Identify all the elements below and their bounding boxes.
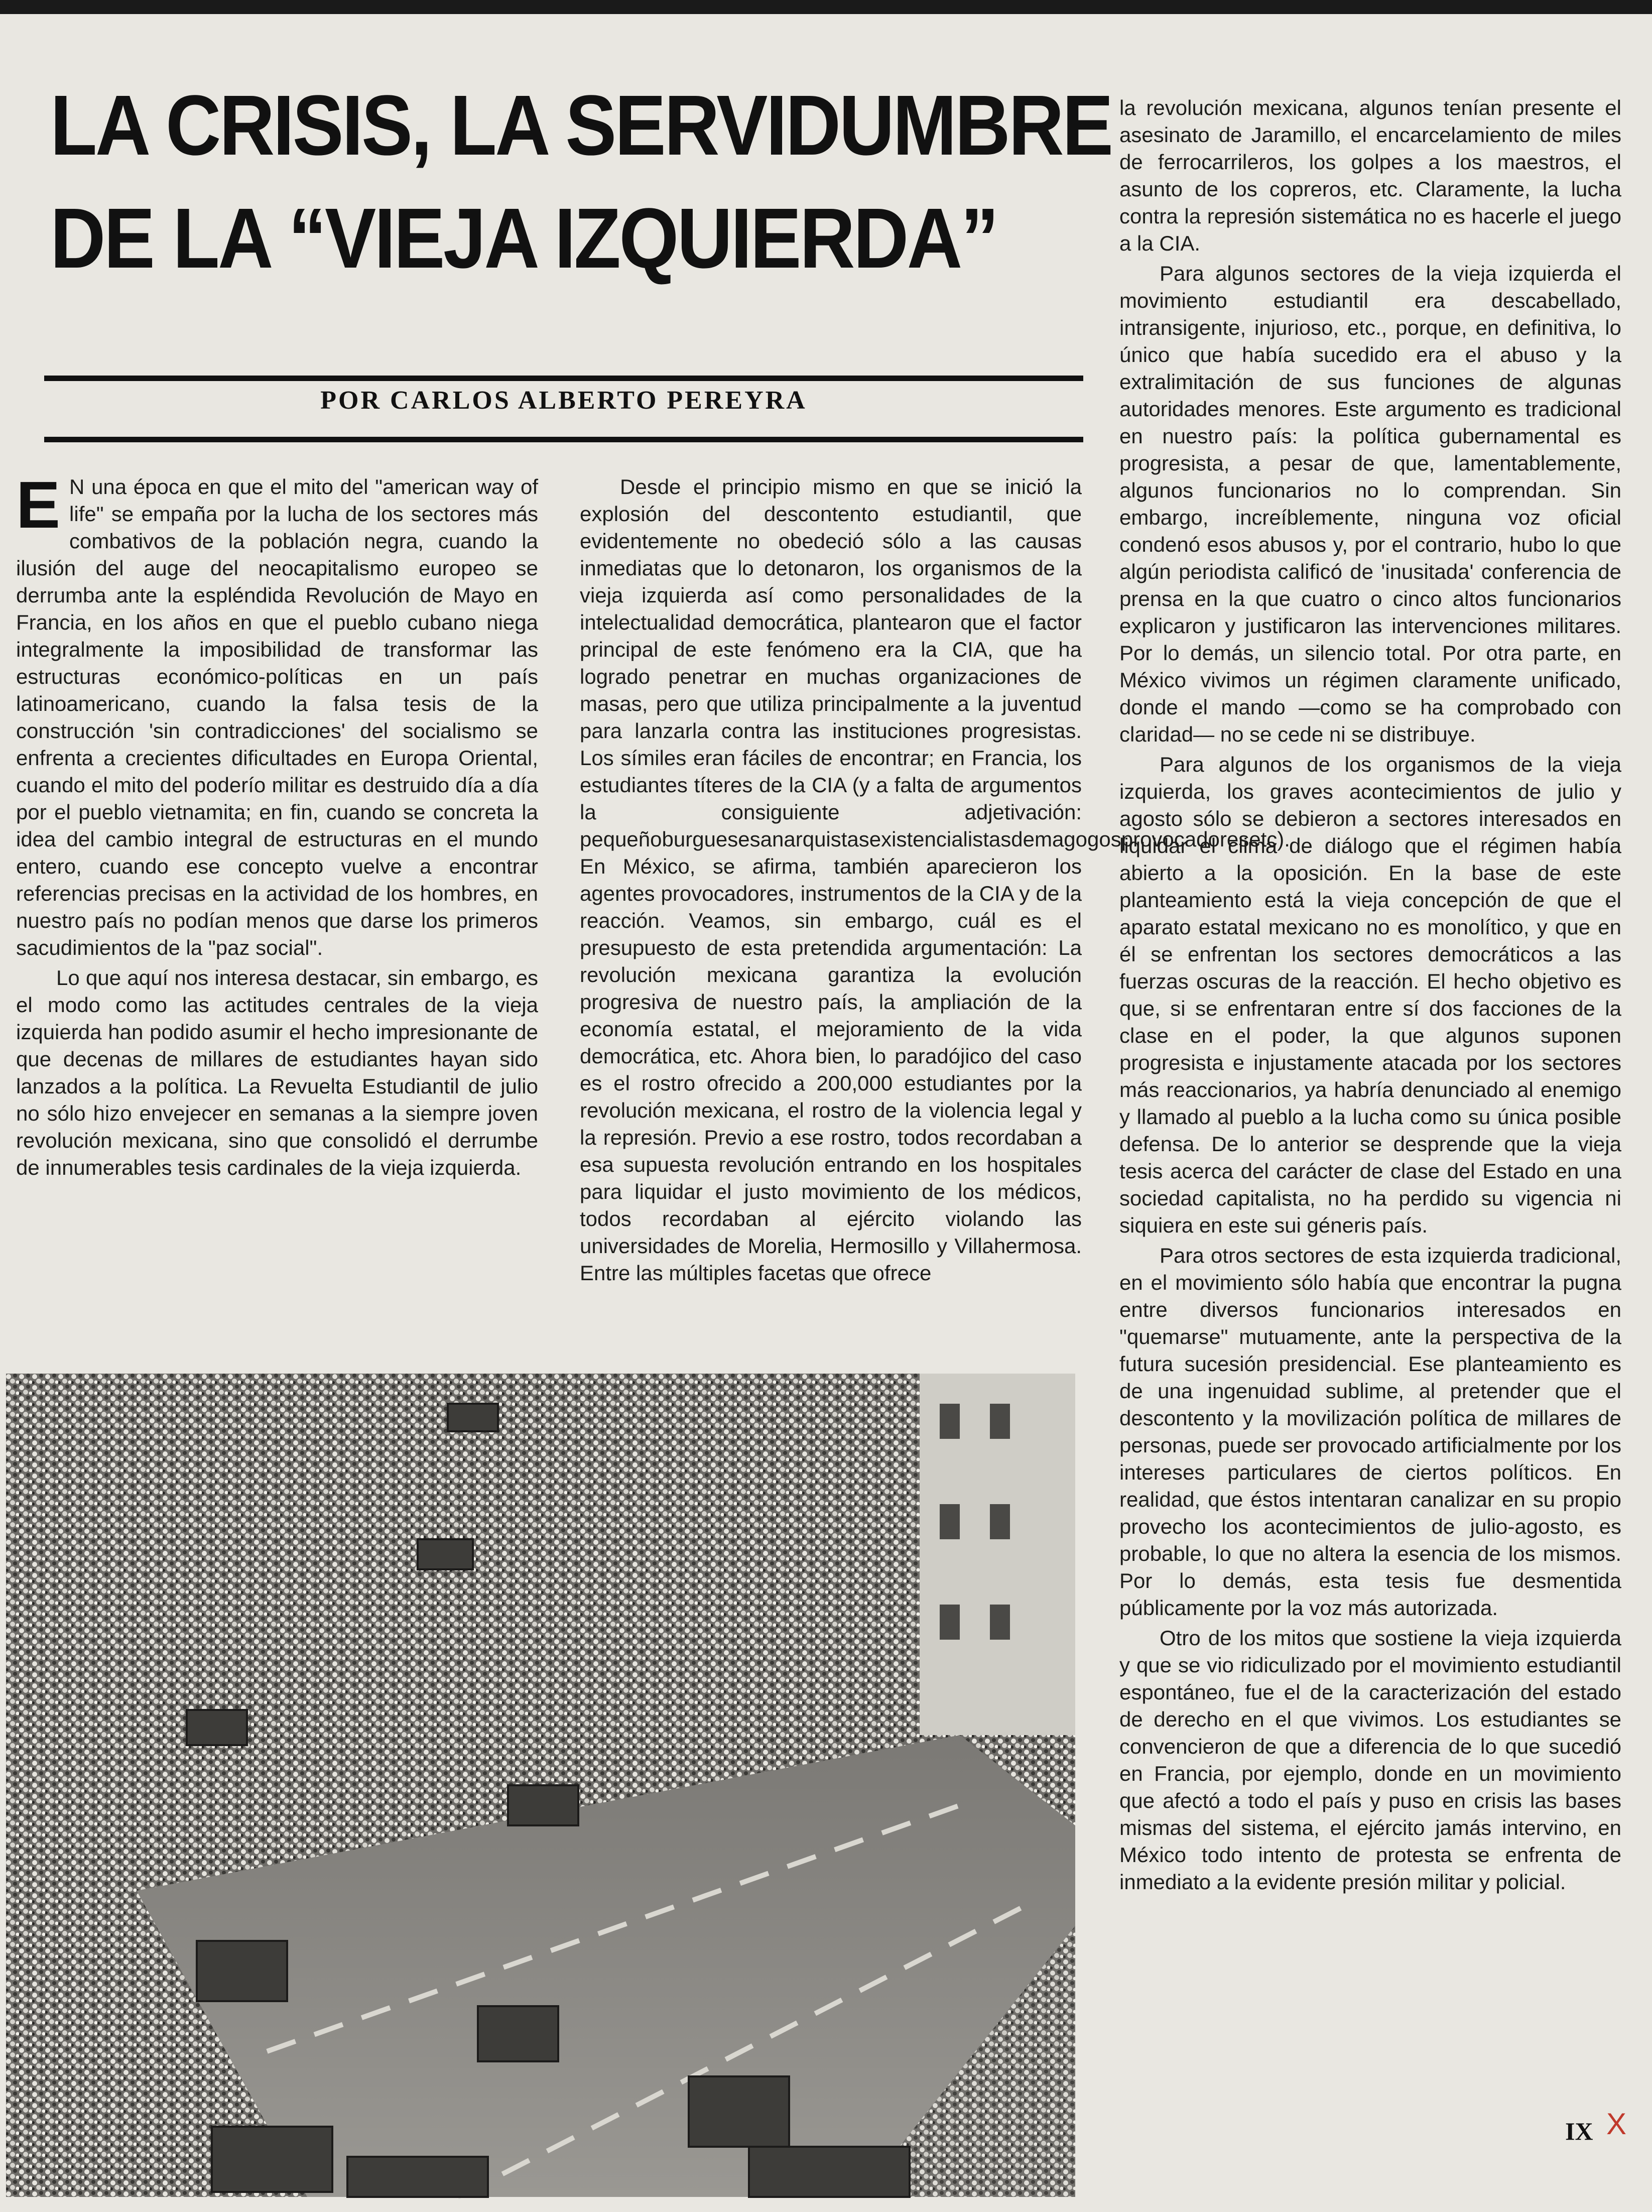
rule-below-byline — [44, 437, 1083, 442]
text-column-1 — [16, 468, 538, 1337]
paragraph-text: N una época en que el mito del "american way of life" se empaña por la lucha de los sectores más combativos de la población negra, cuando la ilusión del auge del neocapitalismo europeo se derrumba ante la espléndida Revolución de Mayo en Francia, en los años en que el pueblo cubano niega integralmente la imposibilidad de transformar las estructuras económico-políticas en un país latinoamericano, cuando la falsa tesis de la construcción 'sin contradicciones' del socialismo se enfrenta a crecientes dificultades en Europa Oriental, cuando el mito del poderío militar es destruido día a día por el pueblo vietnamita; en fin, cuando se concreta la idea del cambio integral de estructuras en el mundo entero, cuando ese concepto vuelve a encontrar referencias precisas en la actividad de los hombres, en nuestro país no podían menos que darse los primeros sacudimientos de la "paz social". — [16, 475, 538, 959]
text-column-3 — [1119, 94, 1621, 2133]
paragraph: Lo que aquí nos interesa destacar, sin embargo, es el modo como las actitudes centrales de la vieja izquierda han podido asumir el hecho impresionante de que decenas de millares de estudiantes hayan sido lanzados a la política. La Revuelta Estudiantil de julio no sólo hizo envejecer en semanas a la siempre joven revolución mexicana, sino que consolidó el derrumbe de innumerables tesis cardinales de la vieja izquierda. — [16, 966, 538, 1179]
paragraph: Otro de los mitos que sostiene la vieja izquierda y que se vio ridiculizado por el movimiento estudiantil espontáneo, fue el de la caracterización del estado de derecho en el que vivimos. Los estudiantes se convencieron de que a diferencia de lo que sucedió en Francia, por ejemplo, donde en un movimiento que afectó a todo el país y puso en crisis las bases mismas del sistema, el ejército jamás intervino, en México todo intento de protesta se enfrenta de inmediato a la evidente presión militar y policial. — [1119, 1626, 1621, 1894]
paragraph: Para algunos sectores de la vieja izquierda el movimiento estudiantil era descabellado, intransigente, injurioso, etc., porque, en definitiva, lo único que había sucedido era el abuso y la extralimitación de sus funciones de algunas autoridades menores. Este argumento es tradicional en nuestro país: la política gubernamental es progresista, a pesar de que, lamentablemente, algunos funcionarios no lo comprendan. Sin embargo, increíblemente, ninguna voz oficial condenó esos abusos y, por el contrario, hubo lo que algún periodista calificó de 'inusitada' conferencia de prensa en la que cuatro o cinco altos funcionarios explicaron y justificaron las intervenciones militares. Por lo demás, un silencio total. Por otra parte, en México vivimos un régimen claramente unificado, donde el mando —como se ha comprobado con claridad— no se cede ni se distribuye. — [1119, 262, 1621, 746]
paragraph: Desde el principio mismo en que se inició la explosión del descontento estudiantil, que evidentemente no obedeció sólo a las causas inmediatas que lo detonaron, los organismos de la vieja izquierda así como personalidades de la intelectualidad democrática, plantearon que el factor principal de este fenómeno era la CIA, que ha logrado penetrar en muchas organizaciones de masas, pero que utiliza principalmente a la juventud para lanzarla contra las instituciones progresistas. Los símiles eran fáciles de encontrar; en Francia, los estudiantes títeres de la CIA (y a falta de argumentos la consiguiente adjetivación: pequeñoburguesesanarquistasexistencialistasdemagogosprovocadoresetc). En México, se afirma, también aparecieron los agentes provocadores, instrumentos de la CIA y de la reacción. Veamos, sin embargo, cuál es el presupuesto de esta pretendida argumentación: La revolución mexicana garantiza la evolución progresiva de nuestro país, la ampliación de la economía estatal, el mejoramiento de la vida democrática, etc. Ahora bien, lo paradójico del caso es el rostro ofrecido a 200,000 estudiantes por la revolución mexicana, el rostro de la violencia legal y la represión. Previo a ese rostro, todos recordaban a esa supuesta revolución entrando en los hospitales para liquidar el justo movimiento de los médicos, todos recordaban al ejército violando las universidades de Morelia, Hermosillo y Villahermosa. Entre las múltiples facetas que ofrece — [580, 475, 1290, 1285]
byline: POR CARLOS ALBERTO PEREYRA — [320, 386, 807, 415]
magazine-page — [0, 14, 1652, 2212]
article-title — [50, 69, 1112, 295]
paragraph: Para algunos de los organismos de la vieja izquierda, los graves acontecimientos de julio y agosto sólo se debieron a sectores interesados en liquidar el clima de diálogo que el régimen había abierto a la oposición. En la base de este planteamiento está la vieja concepción de que el aparato estatal mexicano no es monolítico, y que en él se enfrentan los sectores democráticos a las fuerzas oscuras de la reacción. El hecho objetivo es que, si se enfrentaran entre sí dos facciones de la clase en el poder, la que algunos suponen progresista e injustamente atacada por los sectores más reaccionarios, ya habría denunciado al enemigo y llamado al pueblo a la lucha como su única posible defensa. De lo anterior se desprende que la vieja tesis acerca del carácter de clase del Estado en una sociedad capitalista, no ha perdido su vigencia ni siquiera en este sui géneris país. — [1119, 753, 1621, 1237]
drop-cap: E — [16, 468, 61, 542]
paragraph: la revolución mexicana, algunos tenían presente el asesinato de Jaramillo, el encarcelamiento de miles de ferrocarrileros, los golpes a los maestros, el asunto de los copreros, etc. Claramente, la lucha contra la represión sistemática no es hacerle el juego a la CIA. — [1119, 96, 1621, 255]
paragraph — [16, 468, 538, 961]
title-line-1: LA CRISIS, LA SERVIDUMBRE — [50, 78, 1112, 173]
title-line-2: DE LA “VIEJA IZQUIERDA” — [50, 191, 997, 286]
text-column-2 — [580, 473, 1290, 1337]
page-number: IX — [1565, 2117, 1593, 2145]
handwritten-mark: X — [1606, 2107, 1627, 2141]
rule-above-byline — [44, 376, 1083, 381]
news-photo-crowd-and-tanks — [6, 1374, 1075, 2197]
paragraph: Para otros sectores de esta izquierda tradicional, en el movimiento sólo había que encontrar la pugna entre diversos funcionarios interesados en "quemarse" mutuamente, ante la perspectiva de la futura sucesión presidencial. Ese planteamiento es de una ingenuidad sublime, al pretender que el descontento y la movilización política de millares de personas, puede ser provocado artificialmente por los intereses particulares de ciertos políticos. En realidad, que éstos intentaran canalizar en su propio provecho los acontecimientos de julio-agosto, es probable, lo que no altera la esencia de los mismos. Por lo demás, esta tesis fue desmentida públicamente por la voz más autorizada. — [1119, 1244, 1621, 1620]
